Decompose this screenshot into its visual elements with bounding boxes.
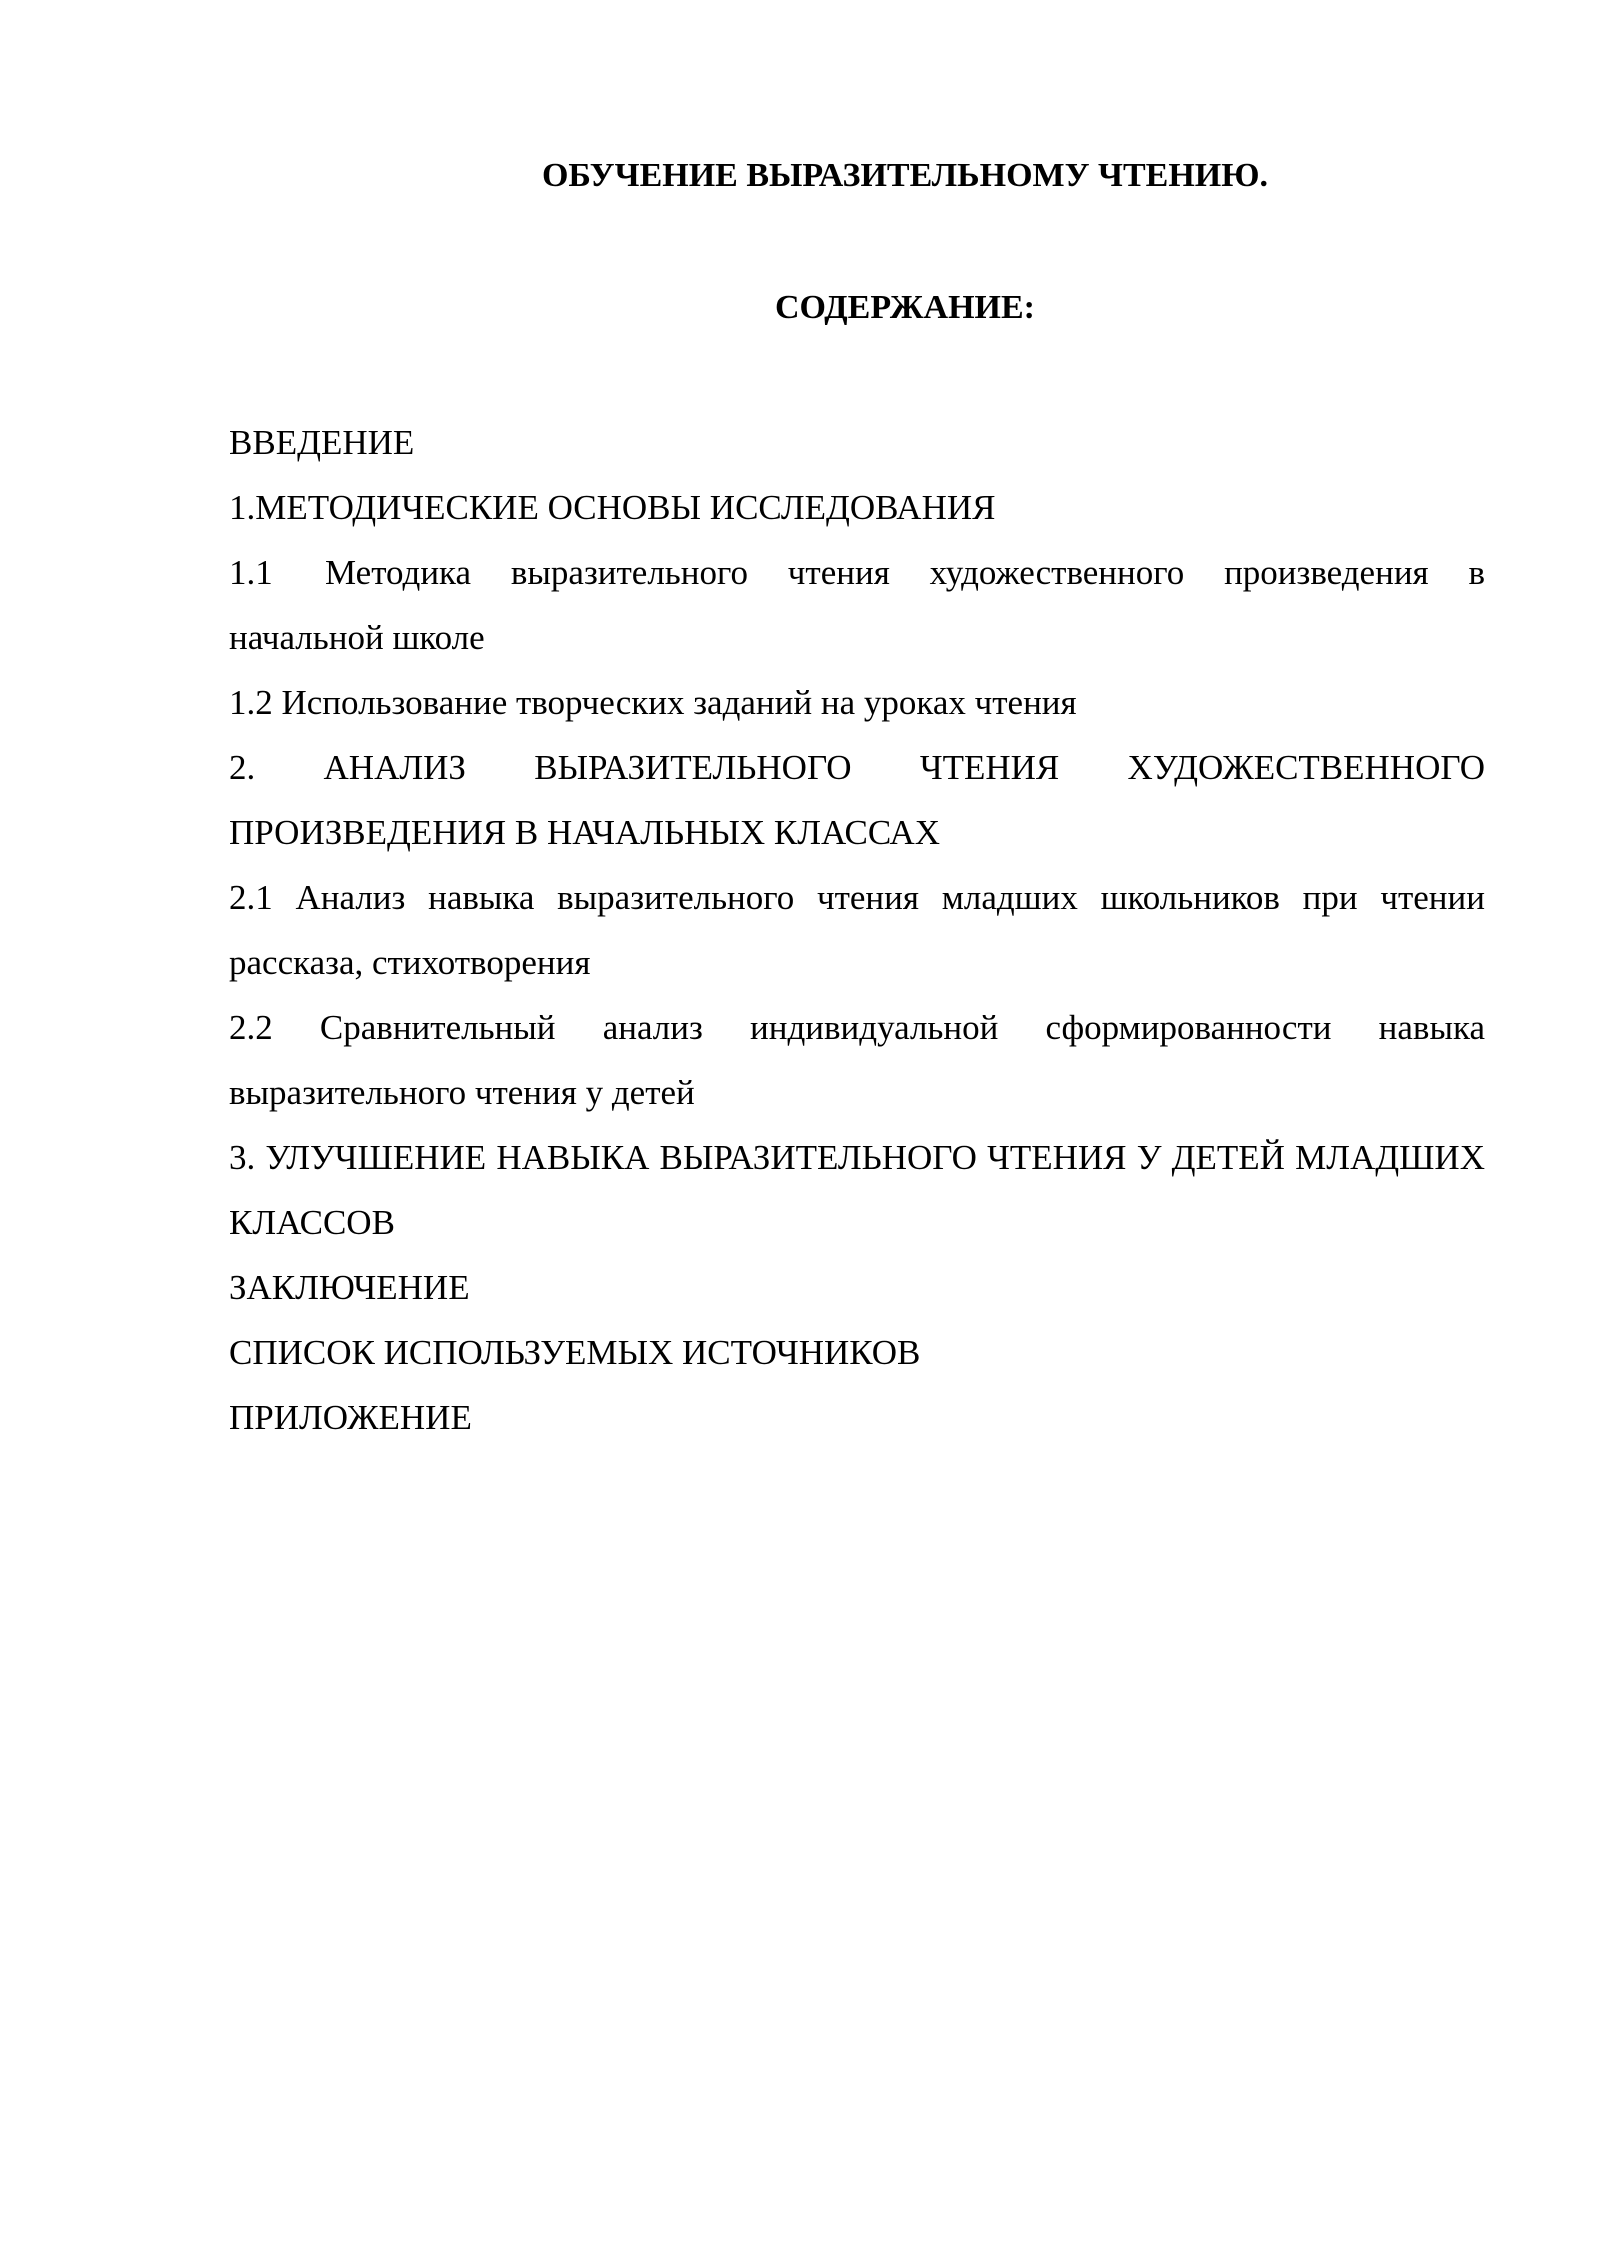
toc-item-text: 3. УЛУЧШЕНИЕ НАВЫКА ВЫРАЗИТЕЛЬНОГО ЧТЕНИЯ У ДЕТЕЙ МЛАДШИХ КЛАССОВ: [229, 1138, 1485, 1242]
toc-item-text: 2.2 Сравнительный анализ индивидуальной сформированности навыка выразительного чтения у детей: [229, 1008, 1485, 1112]
toc-item: [229, 475, 1485, 540]
toc-item: [229, 410, 1485, 475]
toc-item-text: ПРИЛОЖЕНИЕ: [229, 1398, 472, 1437]
toc-item-text: Методика выразительного чтения художественного произведения в начальной школе: [229, 553, 1485, 657]
toc-item-text: 1.МЕТОДИЧЕСКИЕ ОСНОВЫ ИССЛЕДОВАНИЯ: [229, 488, 996, 527]
toc-item-text: ВВЕДЕНИЕ: [229, 423, 415, 462]
toc-item: [229, 735, 1485, 865]
document-title: ОБУЧЕНИЕ ВЫРАЗИТЕЛЬНОМУ ЧТЕНИЮ.: [541, 157, 1269, 194]
toc-item: [229, 995, 1485, 1125]
toc-item-text: ЗАКЛЮЧЕНИЕ: [229, 1268, 470, 1307]
toc-item: [229, 1385, 1485, 1450]
toc-item: [229, 865, 1485, 995]
toc-item: [229, 1255, 1485, 1320]
table-of-contents: [229, 410, 1485, 1450]
toc-item: [229, 540, 1485, 670]
toc-item-number: 1.1: [229, 553, 273, 592]
toc-item-text: 1.2 Использование творческих заданий на уроках чтения: [229, 683, 1077, 722]
toc-item-text: СПИСОК ИСПОЛЬЗУЕМЫХ ИСТОЧНИКОВ: [229, 1333, 921, 1372]
toc-item-text: 2. АНАЛИЗ ВЫРАЗИТЕЛЬНОГО ЧТЕНИЯ ХУДОЖЕСТВЕННОГО ПРОИЗВЕДЕНИЯ В НАЧАЛЬНЫХ КЛАССАХ: [229, 748, 1485, 852]
toc-heading: СОДЕРЖАНИЕ:: [774, 289, 1035, 326]
toc-item-text: 2.1 Анализ навыка выразительного чтения младших школьников при чтении рассказа, стихотворения: [229, 878, 1485, 982]
toc-item: [229, 1125, 1485, 1255]
toc-item: [229, 670, 1485, 735]
toc-item: [229, 1320, 1485, 1385]
